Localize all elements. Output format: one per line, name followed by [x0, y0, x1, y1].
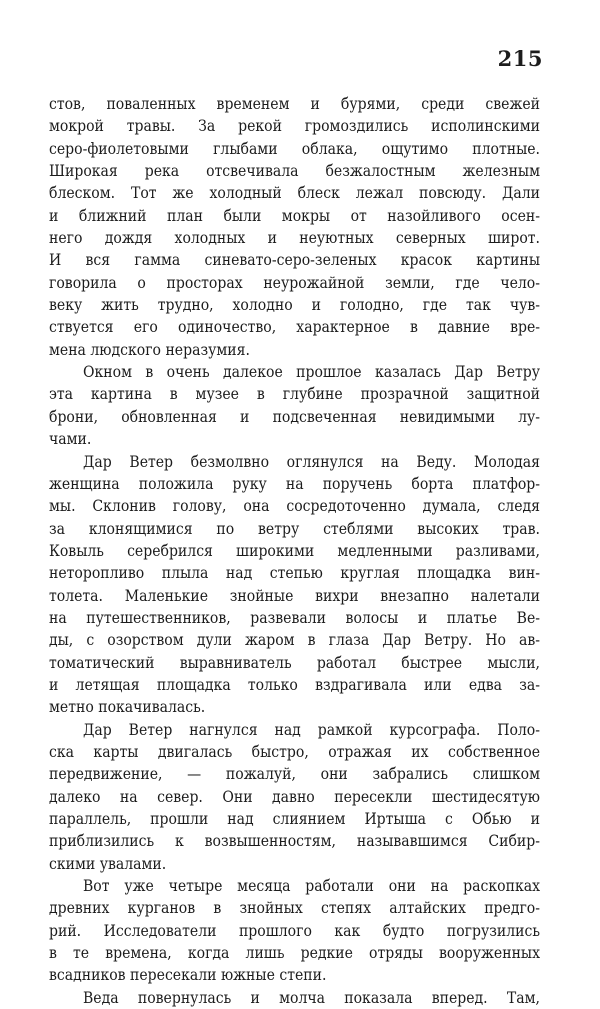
text-line: мы. Склонив голову, она сосредоточенно думала, следя [49, 497, 540, 516]
paragraph-first-line: Вот уже четыре месяца работали они на раскопках [83, 877, 540, 896]
text-line: скими увалами. [49, 854, 167, 873]
text-line: говорила о просторах неурожайной земли, где чело- [49, 273, 540, 292]
text-line: И вся гамма синевато-серо-зеленых красок картины [49, 251, 540, 270]
text-line: блеском. Тот же холодный блеск лежал повсюду. Дали [49, 184, 540, 203]
text-line: и ближний план были мокры от назойливого осен- [49, 206, 540, 225]
text-line: стов, поваленных временем и бурями, среди свежей [49, 95, 540, 113]
text-line: в те времена, когда лишь редкие отряды вооруженных [49, 944, 540, 963]
text-line: брони, обновленная и подсвеченная невидимыми лу- [49, 407, 540, 426]
paragraph-first-line: Окном в очень далекое прошлое казалась Дар Ветру [83, 363, 540, 382]
paragraph-first-line: Веда повернулась и молча показала вперед. Там, [83, 988, 540, 1007]
paragraph-first-line: Дар Ветер нагнулся над рамкой курсографа. Поло- [83, 720, 540, 739]
text-line: передвижение, — пожалуй, они забрались слишком [49, 765, 540, 784]
text-line: эта картина в музее в глубине прозрачной защитной [49, 385, 540, 404]
text-line: чами. [49, 430, 92, 449]
text-line: мокрой травы. За рекой громоздились исполинскими [49, 117, 540, 136]
text-line: ствуется его одиночество, характерное в давние вре- [49, 318, 540, 337]
text-line: параллель, прошли над слиянием Иртыша с Обью и [49, 810, 540, 828]
paragraph-first-line: Дар Ветер безмолвно оглянулся на Веду. Молодая [83, 452, 540, 471]
text-line: Широкая река отсвечивала безжалостным железным [49, 162, 540, 181]
text-line: него дождя холодных и неуютных северных широт. [49, 229, 540, 248]
text-line: ска карты двигалась быстро, отражая их собственное [49, 742, 540, 761]
text-line: на путешественников, развевали волосы и платье Ве- [49, 608, 540, 627]
text-line: веку жить трудно, холодно и голодно, где так чув- [49, 296, 540, 315]
text-line: женщина положила руку на поручень борта платфор- [49, 474, 540, 493]
text-line: за клонящимися по ветру стеблями высоких трав. [49, 519, 540, 538]
text-line: Ковыль серебрился широкими медленными разливами, [49, 541, 540, 560]
text-line: далеко на север. Они давно пересекли шестидесятую [49, 787, 540, 806]
text-line: древних курганов в знойных степях алтайских предго- [49, 899, 540, 918]
text-line: томатический выравниватель работал быстрее мысли, [49, 653, 540, 672]
text-line: и летящая площадка только вздрагивала или едва за- [49, 675, 540, 694]
text-line: неторопливо плыла над степью круглая площадка вин- [49, 564, 540, 583]
text-line: ды, с озорством дули жаром в глаза Дар Ветру. Но ав- [49, 631, 540, 650]
text-line: метно покачивалась. [49, 698, 206, 717]
page-number: 215 [497, 46, 543, 71]
text-line: всадников пересекали южные степи. [49, 966, 327, 985]
text-line: рий. Исследователи прошлого как будто погрузились [49, 921, 540, 940]
body-text [49, 93, 540, 1009]
text-line: приблизились к возвышенностям, называвшимся Сибир- [49, 832, 540, 851]
text-line: мена людского неразумия. [49, 340, 250, 359]
text-line: толета. Маленькие знойные вихри внезапно налетали [49, 586, 540, 605]
text-line: серо-фиолетовыми глыбами облака, ощутимо плотные. [49, 139, 540, 158]
